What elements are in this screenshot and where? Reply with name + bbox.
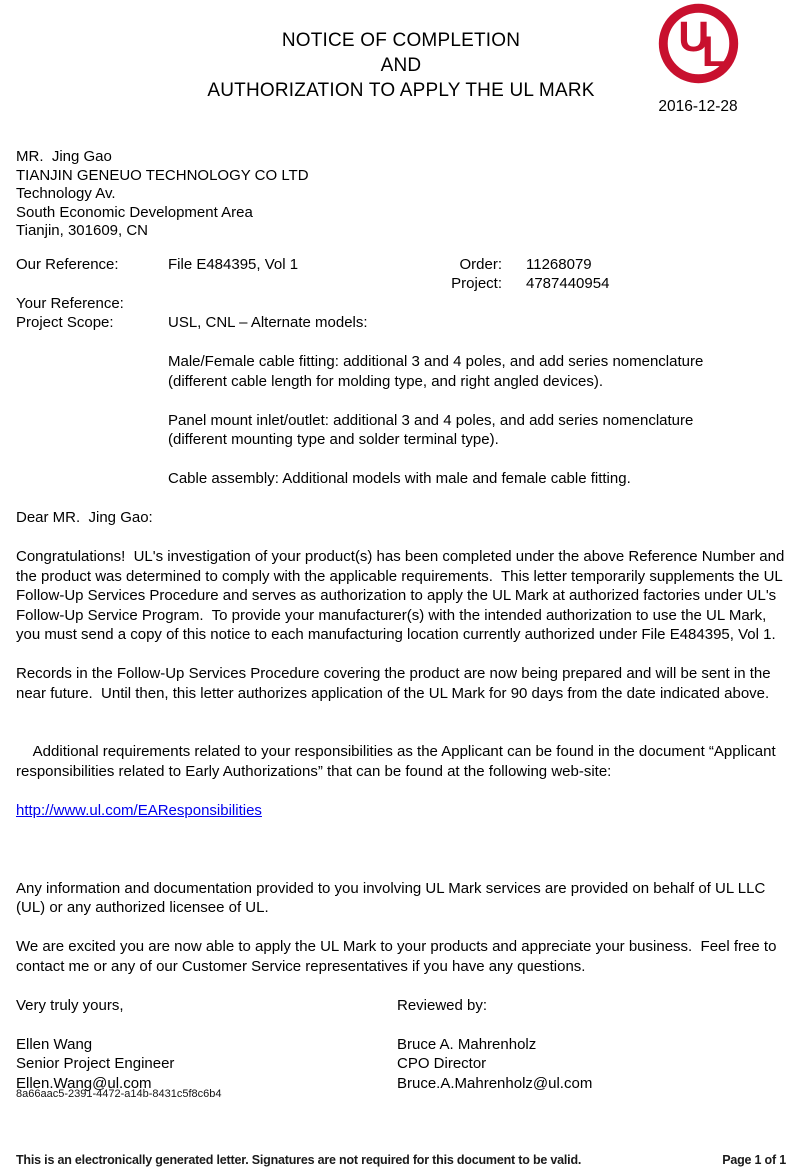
ul-logo-letter-u: U [677,12,709,61]
our-reference-label: Our Reference: [16,255,119,273]
recipient-area: South Economic Development Area [16,203,253,221]
additional-requirements-text: Additional requirements related to your responsibilities as the Applicant can be found in the document “Applicant responsibilities related to Early Authorizations” that can be found at the following web-site: [16,743,780,780]
document-date: 2016-12-28 [658,98,738,115]
project-scope-row [16,313,786,333]
recipient-name: MR. Jing Gao [16,148,112,165]
page-indicator: Page 1 of 1 [722,1153,786,1167]
your-reference-value [168,294,786,314]
signature-right [397,996,786,1094]
footer-disclaimer: This is an electronically generated letter. Signatures are not required for this document to be valid. [16,1153,582,1167]
project-scope-value: USL, CNL – Alternate models: [168,314,368,331]
recipient-company: TIANJIN GENEUO TECHNOLOGY CO LTD [16,166,309,184]
signature-left [16,996,397,1094]
project-value: 4787440954 [526,275,610,292]
ea-responsibilities-link[interactable]: http://www.ul.com/EAResponsibilities [16,801,262,819]
signature-section [16,996,786,1094]
scope-paragraph-cable-fitting: Male/Female cable fitting: additional 3 and 4 poles, and add series nomenclature (different cable length for molding type, and right angled devices). [168,353,708,390]
signer-right-block [397,1035,786,1094]
title-line-3: AUTHORIZATION TO APPLY THE UL MARK [207,80,595,101]
our-reference-row [16,255,786,275]
reference-section [16,255,786,333]
signer-left-email: Ellen.Wang@ul.com [16,1074,152,1092]
title-line-2: AND [380,55,422,76]
paragraph-additional-requirements [16,723,786,860]
signer-left-block [16,1035,397,1094]
ul-logo-icon [658,3,739,84]
paragraph-on-behalf: Any information and documentation provided to you involving UL Mark services are provided on behalf of UL LLC (UL) or any authorized licensee of UL. [16,879,770,916]
document-id: 8a66aac5-2391-4472-a14b-8431c5f8c6b4 [16,1088,222,1100]
your-reference-row [16,294,786,314]
scope-paragraph-panel-mount: Panel mount inlet/outlet: additional 3 and 4 poles, and add series nomenclature (different mounting type and solder terminal type). [168,411,698,448]
order-project-block [416,255,609,294]
logo-block [652,3,744,115]
signer-right-email: Bruce.A.Mahrenholz@ul.com [397,1074,593,1092]
recipient-street: Technology Av. [16,185,116,202]
paragraph-excited: We are excited you are now able to apply the UL Mark to your products and appreciate your business. Feel free to contact me or any of our Customer Service representatives if you have any questions. [16,938,781,975]
signer-right-name: Bruce A. Mahrenholz [397,1035,537,1053]
title-line-1: NOTICE OF COMPLETION [281,30,521,51]
order-label: Order: [459,255,502,273]
your-reference-label: Your Reference: [16,294,124,312]
spacer-row [16,274,786,294]
recipient-address [16,148,786,241]
signer-left-name: Ellen Wang [16,1035,93,1053]
closing-right: Reviewed by: [397,996,488,1014]
closing-left: Very truly yours, [16,996,124,1014]
page-footer [16,1153,786,1168]
order-value: 11268079 [526,255,592,273]
recipient-city: Tianjin, 301609, CN [16,222,149,239]
project-scope-label: Project Scope: [16,314,114,331]
scope-details [16,352,786,489]
letter-header [16,0,786,115]
signer-left-title: Senior Project Engineer [16,1055,175,1072]
paragraph-records: Records in the Follow-Up Services Procedure covering the product are now being prepared and will be sent in the near future. Until then, this letter authorizes application of the UL Mark for 90 days from the date indicated above. [16,665,775,702]
salutation: Dear MR. Jing Gao: [16,509,153,526]
signer-right-title: CPO Director [397,1055,487,1072]
our-reference-value: File E484395, Vol 1 [168,255,299,273]
scope-paragraph-cable-assembly: Cable assembly: Additional models with male and female cable fitting. [168,470,631,487]
project-label: Project: [451,275,502,292]
paragraph-congratulations: Congratulations! UL's investigation of your product(s) has been completed under the above Reference Number and the product was determined to comply with the applicable requirements. This letter temporarily supplements the UL Follow-Up Services Procedure and serves as authorization to apply the UL Mark at authorized factories under UL's Follow-Up Service Program. To provide your manufacturer(s) with the intended authorization to use the UL Mark, you must send a copy of this notice to each manufacturing location currently authorized under File E484395, Vol 1. [16,548,789,643]
ul-logo-letter-l: L [701,28,728,77]
